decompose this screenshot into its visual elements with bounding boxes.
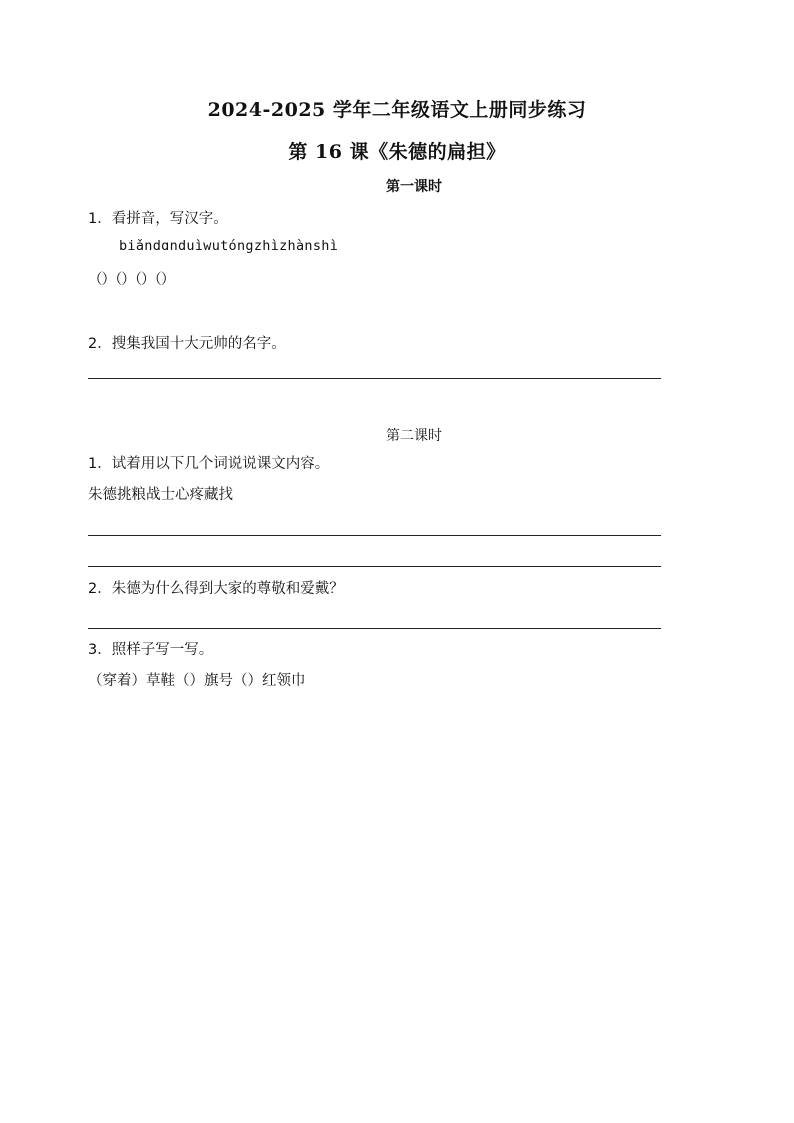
document-title: 2024-2025 学年二年级语文上册同步练习 xyxy=(207,99,587,121)
section-two-question-2: 2．朱德为什么得到大家的尊敬和爱戴？ xyxy=(88,581,344,597)
answer-line xyxy=(88,535,661,536)
answer-line xyxy=(88,628,661,629)
section-two-question-1: 1．试着用以下几个词说说课文内容。 xyxy=(88,456,330,472)
section-one-question-2: 2．搜集我国十大元帅的名字。 xyxy=(88,336,286,352)
answer-line xyxy=(88,378,661,379)
word-list: 朱德挑粮战士心疼藏找 xyxy=(88,487,233,503)
section-two-heading: 第二课时 xyxy=(386,428,442,444)
section-one-heading: 第一课时 xyxy=(386,179,442,195)
lesson-title: 第 16 课《朱德的扁担》 xyxy=(288,141,506,163)
section-one-question-1: 1．看拼音，写汉字。 xyxy=(88,211,228,227)
section-two-question-3: 3．照样子写一写。 xyxy=(88,642,214,658)
example-line: （穿着）草鞋（）旗号（）红领巾 xyxy=(88,673,306,689)
answer-line xyxy=(88,566,661,567)
answer-blanks: （）（）（）（） xyxy=(88,272,175,288)
pinyin-line: biǎndɑnduìwutóngzhìzhànshì xyxy=(119,238,339,254)
